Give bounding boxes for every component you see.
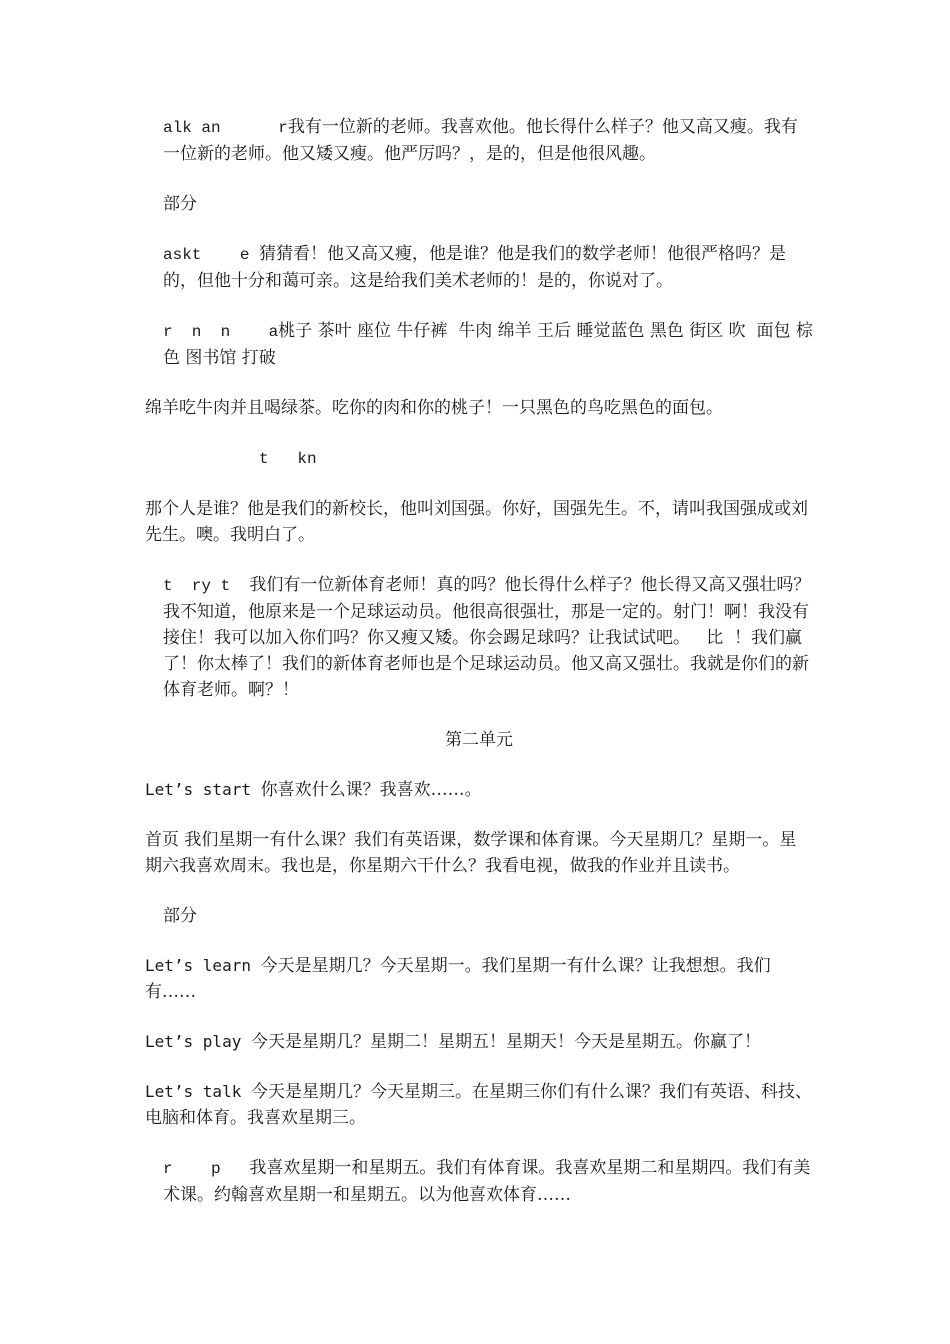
unit-heading (145, 727, 813, 753)
fragment-label: t ry t (163, 577, 250, 595)
paragraph-text: 猜猜看！他又高又瘦，他是谁？他是我们的数学老师！他很严格吗？是的，但他十分和蔼可亲。这是给我们美术老师的！是的，你说对了。 (163, 244, 787, 291)
paragraph-lets-talk (145, 1079, 813, 1131)
paragraph-main-scene (145, 827, 813, 879)
section-heading-part (145, 903, 813, 929)
section-heading-part (145, 191, 813, 217)
paragraph-text: 第二单元 (445, 730, 513, 750)
fragment-label: r n n a (163, 323, 279, 341)
paragraph-text: 我有一位新的老师。我喜欢他。他长得什么样子？他又高又瘦。我有一位新的老师。他又矮又瘦。他严厉吗？，是的，但是他很风趣。 (163, 117, 798, 164)
paragraph-text: 今天是星期几？今天星期三。在星期三你们有什么课？我们有英语、科技、电脑和体育。我喜欢星期三。 (145, 1082, 812, 1128)
paragraph-text: 今天是星期几？今天星期一。我们星期一有什么课？让我想想。我们有…… (145, 956, 771, 1002)
fragment-label: Let’s start (145, 780, 261, 799)
paragraph-chant (145, 395, 813, 421)
paragraph-fragment-label (145, 445, 813, 472)
paragraph-text: 绵羊吃牛肉并且喝绿茶。吃你的肉和你的桃子！一只黑色的鸟吃黑色的面包。 (145, 398, 723, 418)
fragment-label: Let’s talk (145, 1082, 251, 1101)
fragment-label: Let’s play (145, 1032, 251, 1051)
paragraph-text: 桃子 茶叶 座位 牛仔裤 牛肉 绵羊 王后 睡觉蓝色 黑色 街区 吹 面包 棕色 图书馆 打破 (163, 321, 813, 368)
fragment-label: Let’s learn (145, 956, 261, 975)
paragraph-text: 部分 (163, 906, 197, 926)
fragment-label: t kn (163, 450, 317, 468)
paragraph-read-and-write (145, 1155, 813, 1208)
paragraph-lets-start (145, 777, 813, 803)
fragment-label: r p (163, 1160, 250, 1178)
paragraph-text: 首页 我们星期一有什么课？我们有英语课，数学课和体育课。今天星期几？星期一。星期六我喜欢周末。我也是，你星期六干什么？我看电视，做我的作业并且读书。 (145, 830, 797, 876)
fragment-label: alk an r (163, 119, 288, 137)
paragraph-lets-learn (145, 953, 813, 1005)
paragraph-ask-and-guess (145, 241, 813, 294)
paragraph-text: 你喜欢什么课？我喜欢……。 (260, 780, 482, 800)
document-page (145, 114, 813, 1232)
paragraph-talk-and-read (145, 114, 813, 167)
paragraph-vocabulary (145, 318, 813, 371)
paragraph-text: 今天是星期几？星期二！星期五！星期天！今天是星期五。你赢了！ (250, 1032, 761, 1052)
paragraph-text: 部分 (163, 194, 197, 214)
paragraph-new-principal (145, 496, 813, 548)
fragment-label: askt e (163, 246, 260, 264)
paragraph-text: 我喜欢星期一和星期五。我们有体育课。我喜欢星期二和星期四。我们有美术课。约翰喜欢星期一和星期五。以为他喜欢体育…… (163, 1158, 811, 1205)
paragraph-story-time (145, 572, 813, 703)
paragraph-lets-play (145, 1029, 813, 1055)
paragraph-text: 我们有一位新体育老师！真的吗？他长得什么样子？他长得又高又强壮吗？我不知道，他原来是一个足球运动员。他很高很强壮，那是一定的。射门！啊！我没有接住！我可以加入你们吗？你又瘦又矮。你会踢足球吗？让我试试吧。 比 ！我们赢了！你太棒了！我们的新体育老师也是个足球运动员。他又高又强壮。我就是你们的新体育老师。啊？！ (163, 575, 811, 700)
paragraph-text: 那个人是谁？他是我们的新校长，他叫刘国强。你好，国强先生。不，请叫我国强成或刘先生。噢。我明白了。 (145, 499, 808, 545)
